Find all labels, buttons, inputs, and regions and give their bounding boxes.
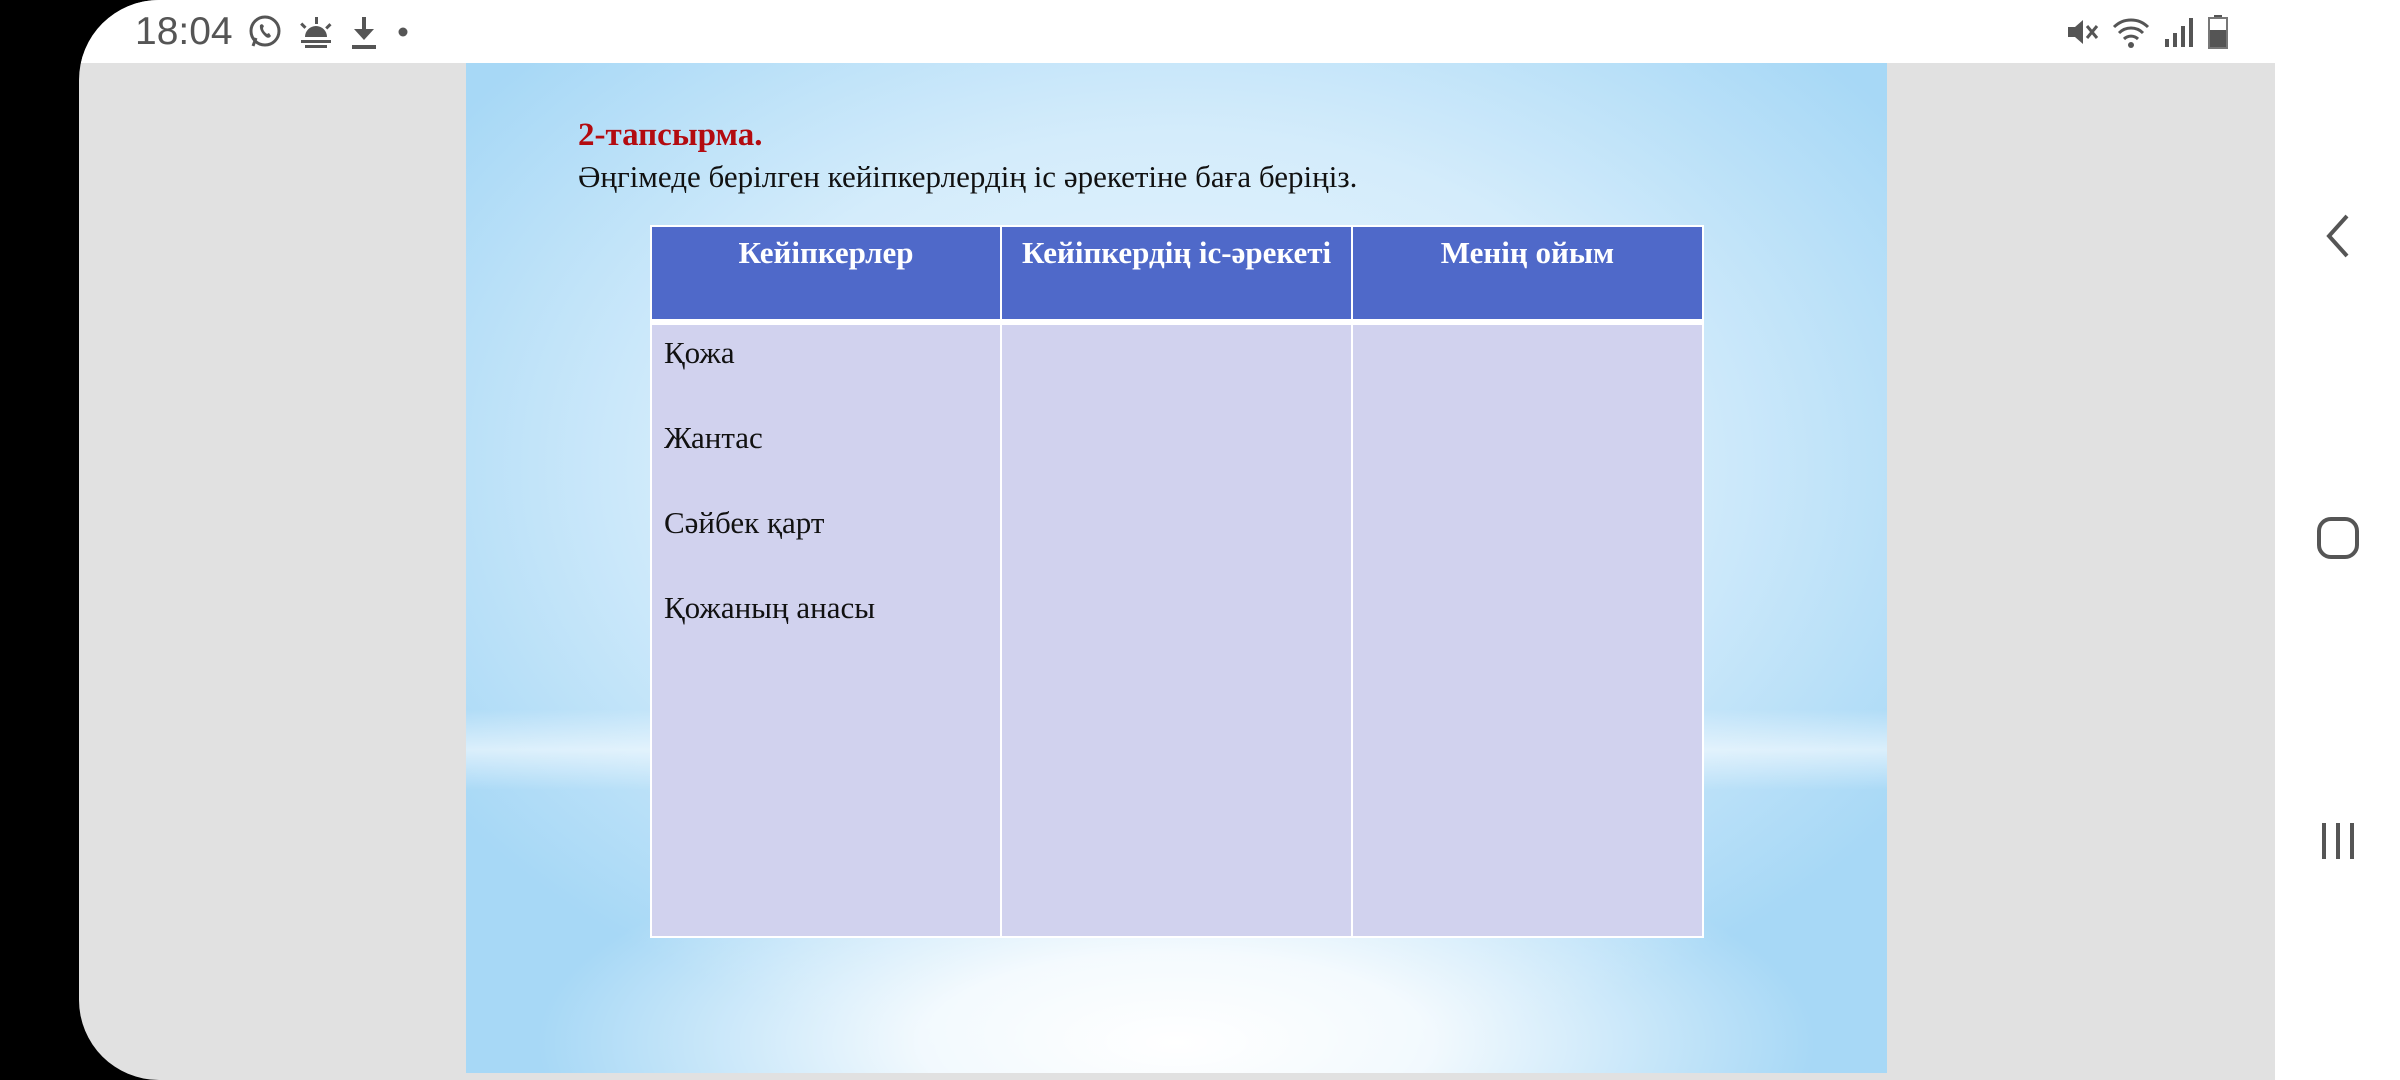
download-icon: [349, 14, 379, 50]
home-icon: [2316, 516, 2360, 565]
home-button[interactable]: [2303, 505, 2373, 575]
header-character-actions: Кейіпкердің іс-әрекеті: [1001, 226, 1352, 322]
whatsapp-icon: [247, 14, 283, 50]
phone-screen: [79, 0, 2400, 1080]
characters-cell: [651, 322, 1001, 937]
header-characters: Кейіпкерлер: [651, 226, 1001, 322]
table-row: [651, 322, 1703, 937]
back-icon: [2321, 211, 2355, 266]
notification-dot-icon: [393, 22, 413, 42]
list-item: Сәйбек қарт: [664, 505, 825, 540]
weather-icon: [297, 15, 335, 49]
task-table: [650, 225, 1704, 938]
character-list: [652, 325, 1000, 681]
status-time: 18:04: [135, 10, 233, 53]
recents-icon: [2318, 820, 2358, 867]
wifi-icon: [2111, 15, 2151, 49]
opinion-cell: [1352, 322, 1703, 937]
actions-cell: [1001, 322, 1352, 937]
navigation-bar: [2275, 0, 2400, 1080]
status-icons-right: [2065, 12, 2229, 52]
list-item: Қожаның анасы: [664, 590, 876, 625]
signal-icon: [2163, 15, 2195, 49]
back-button[interactable]: [2303, 203, 2373, 273]
status-bar: [79, 0, 2275, 63]
mute-icon: [2065, 15, 2099, 49]
battery-icon: [2207, 14, 2229, 50]
header-my-opinion: Менің ойым: [1352, 226, 1703, 322]
slide-title: 2-тапсырма.: [578, 117, 763, 153]
presentation-slide: [466, 63, 1887, 1073]
list-item: Қожа: [664, 335, 735, 370]
slide-subtitle: Әңгімеде берілген кейіпкерлердің іс әрекетіне баға беріңіз.: [578, 159, 1358, 194]
list-item: Жантас: [664, 420, 763, 455]
status-icons-left: [247, 12, 413, 52]
table-header-row: [651, 226, 1703, 322]
recents-button[interactable]: [2303, 808, 2373, 878]
